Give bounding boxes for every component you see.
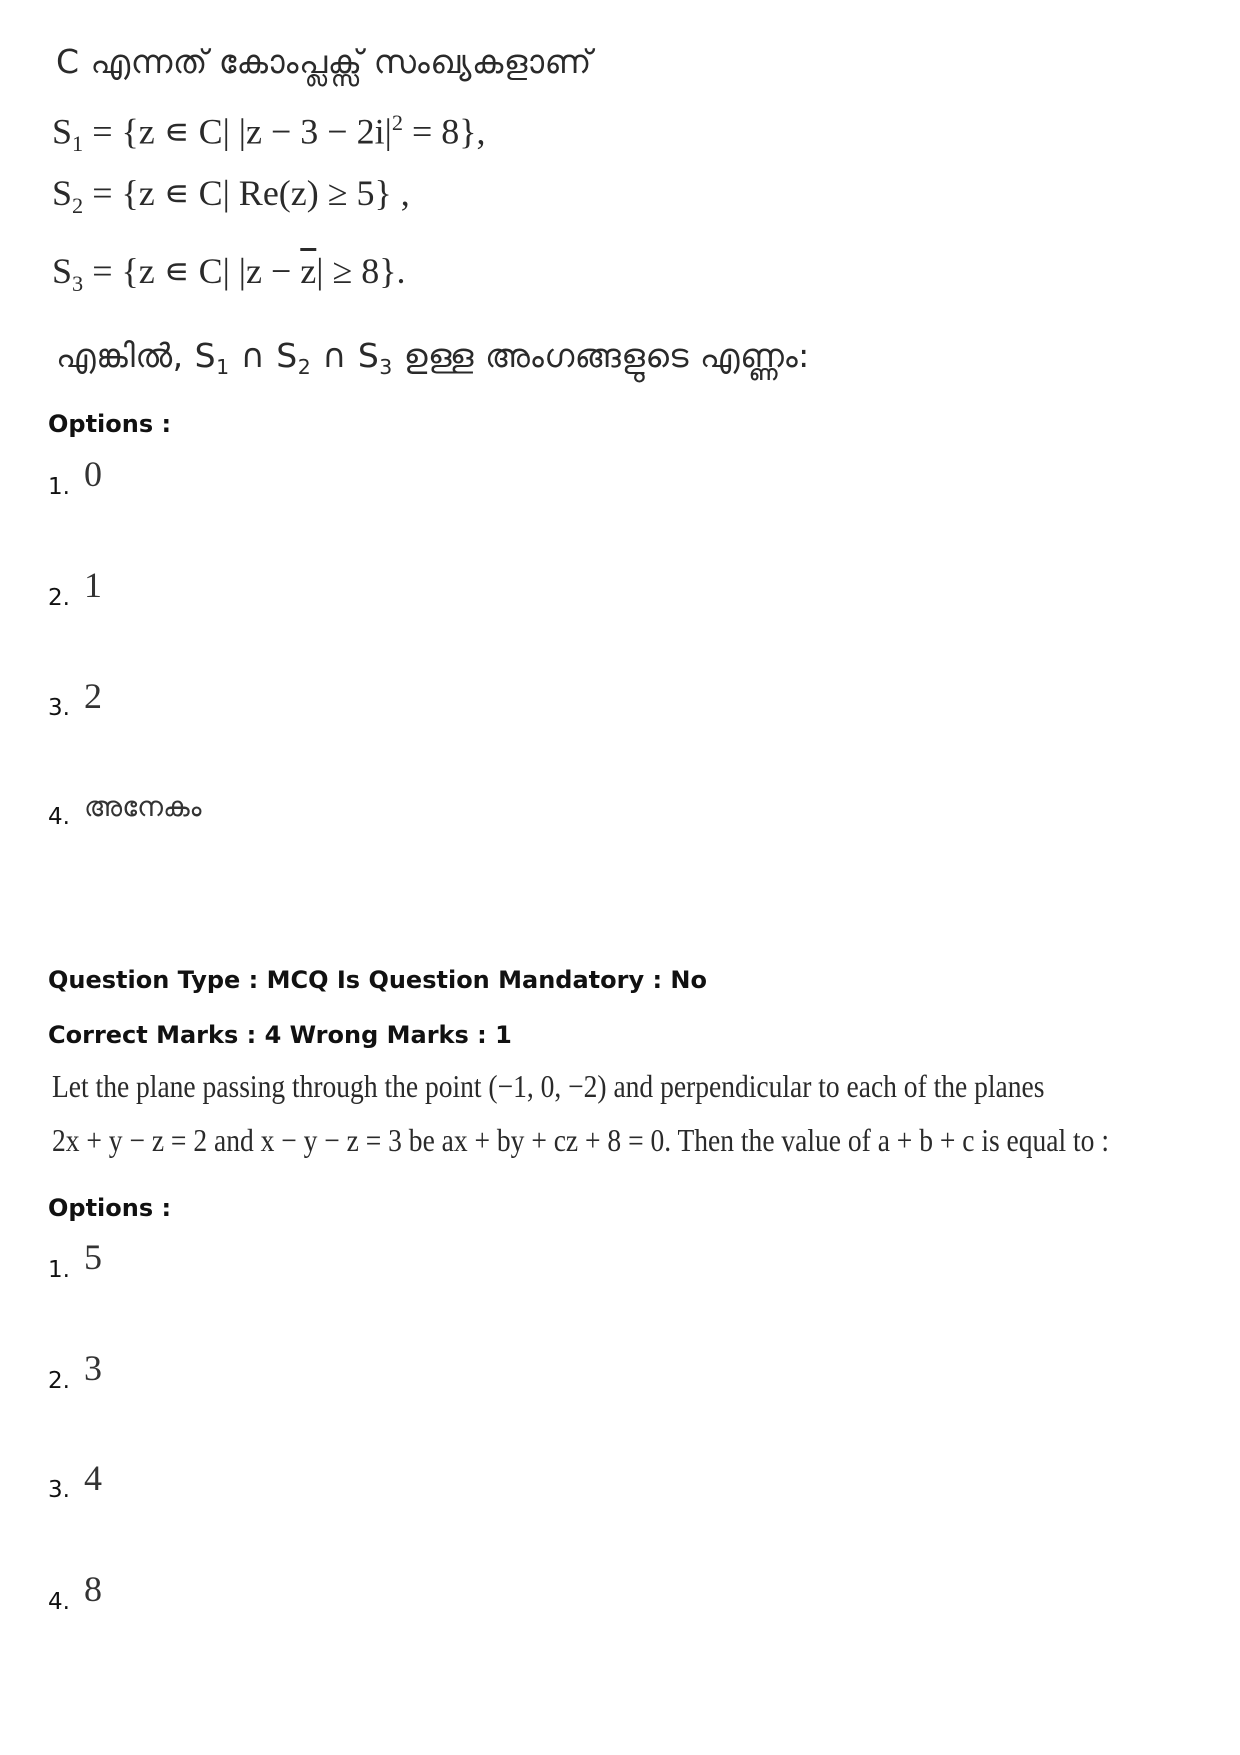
q2-option-number: 2.	[48, 1368, 70, 1394]
question1-ask: എങ്കിൽ, $S_1$ ∩ $S_2$ ∩ $S_3$ ഉള്ള അംഗങ്ങളുടെ എണ്ണം:	[56, 336, 810, 380]
set-s1-definition: $S_1 = \{z$ ∊ C| $|z - 3 - 2i|^2 = 8$},	[52, 110, 486, 157]
q1-option-number: 1.	[48, 474, 70, 500]
q2-option-value[interactable]: 5	[84, 1237, 102, 1277]
q1-option-number: 4.	[48, 804, 70, 830]
set-s3-definition: $S_3 = \{z$ ∊ C| $|z - \overline{z}| \ge 8$}.	[52, 251, 406, 296]
q2-option-value[interactable]: 3	[84, 1348, 102, 1388]
q2-option-number: 3.	[48, 1477, 70, 1503]
question2-type-line: Question Type : MCQ Is Question Mandatory : No	[48, 966, 707, 994]
q2-option-number: 4.	[48, 1589, 70, 1615]
q1-option-value[interactable]: 1	[84, 565, 102, 605]
q1-option-number: 3.	[48, 695, 70, 721]
question1-options-label: Options :	[48, 410, 172, 438]
q2-option-value[interactable]: 4	[84, 1458, 102, 1498]
question2-text-line1: Let the plane passing through the point (−1, 0, −2) and perpendicular to each of the planes	[52, 1068, 1045, 1104]
set-s2-definition: $S_2 = \{z$ ∊ C| Re(z) ≥ 5} ,	[52, 173, 410, 218]
q1-option-number: 2.	[48, 585, 70, 611]
question2-marks-line: Correct Marks : 4 Wrong Marks : 1	[48, 1021, 512, 1049]
q2-option-number: 1.	[48, 1257, 70, 1283]
question2-options-label: Options :	[48, 1194, 172, 1222]
q1-option-value[interactable]: അനേകം	[84, 790, 202, 823]
question2-text-line2: 2x + y − z = 2 and x − y − z = 3 be ax + by + cz + 8 = 0. Then the value of a + b + c is equal to :	[52, 1122, 1109, 1158]
q1-option-value[interactable]: 0	[84, 454, 102, 494]
q2-option-value[interactable]: 8	[84, 1569, 102, 1609]
question1-intro: C എന്നത് കോംപ്ലക്സ് സംഖ്യകളാണ്	[56, 42, 592, 81]
q1-option-value[interactable]: 2	[84, 676, 102, 716]
